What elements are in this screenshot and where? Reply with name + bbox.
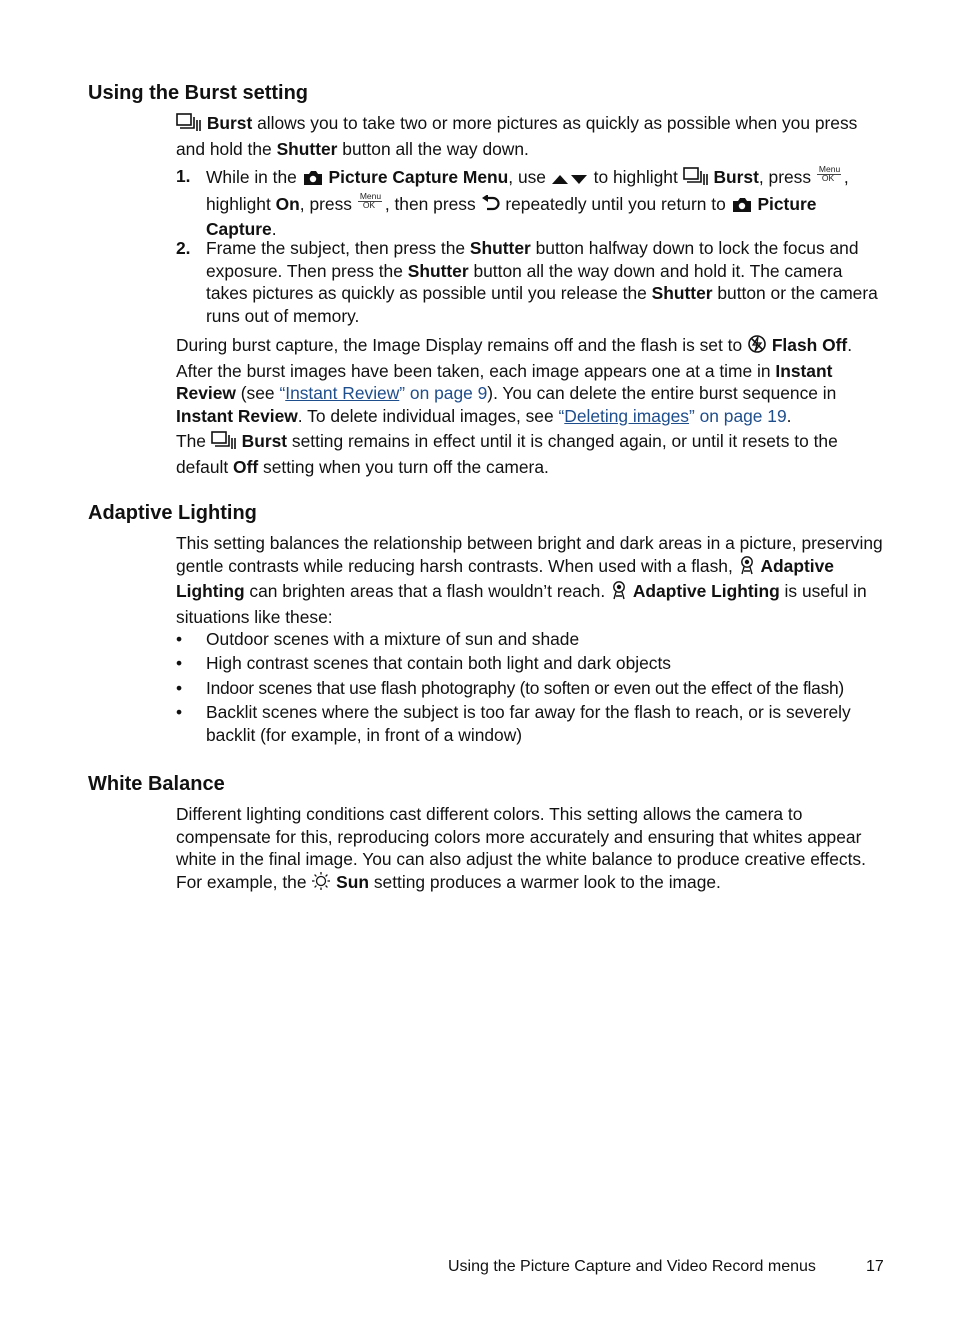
step-text: , press xyxy=(299,193,357,214)
shutter-label: Shutter xyxy=(469,238,531,258)
para-text: can brighten areas that a flash wouldn’t reach. xyxy=(244,581,611,602)
up-down-arrows-icon xyxy=(551,169,589,192)
para-text: Different lighting conditions cast different colors. This setting allows the camera to compensate for this, reproducing colors more accurately and ensuring that whites appear white in the final image. You can also adjust the white balance to produce creative effects. For example, the xyxy=(176,804,866,892)
adaptive-lighting-icon xyxy=(610,580,628,606)
bullet: • xyxy=(176,678,183,698)
burst-icon xyxy=(211,430,237,456)
burst-label: Burst xyxy=(206,113,253,133)
burst-icon xyxy=(176,112,202,138)
white-balance-para xyxy=(176,803,888,896)
menu-ok-ok-text: OK xyxy=(821,173,835,183)
deleting-images-link[interactable] xyxy=(558,406,786,426)
shutter-label: Shutter xyxy=(276,138,338,159)
para-text: is useful in situations like these: xyxy=(176,581,867,627)
burst-intro-text-end: button all the way down. xyxy=(337,138,529,159)
step-text: repeatedly until you return to xyxy=(500,193,731,214)
step-text: While in the xyxy=(206,167,302,187)
step-2 xyxy=(176,237,888,327)
para-text: (see xyxy=(235,383,280,404)
camera-icon xyxy=(731,196,753,219)
step-text: to highlight xyxy=(588,167,683,187)
instant-review-label: Instant Review xyxy=(176,405,298,426)
list-item-text: High contrast scenes that contain both light and dark objects xyxy=(206,653,671,673)
sun-label: Sun xyxy=(336,871,370,892)
para-text: . xyxy=(786,405,792,426)
menu-ok-icon xyxy=(816,165,844,185)
instant-review-label: Instant Review xyxy=(176,360,833,404)
adaptive-para xyxy=(176,532,888,628)
menu-ok-ok-text: OK xyxy=(362,199,376,210)
footer-section-title: Using the Picture Capture and Video Record menus xyxy=(448,1258,816,1275)
burst-para-3 xyxy=(176,430,888,478)
burst-para-2 xyxy=(176,334,888,427)
menu-ok-menu-text: Menu xyxy=(359,190,382,201)
back-arrow-icon xyxy=(481,195,501,219)
step-text: Frame the subject, then press the xyxy=(206,238,470,258)
para-text: This setting balances the relationship between bright and dark areas in a picture, preserving gentle contrasts while reducing harsh contrasts. When used with a flash, xyxy=(176,533,883,576)
step-number: 2. xyxy=(176,238,191,258)
step-text: , xyxy=(843,167,849,187)
bullet: • xyxy=(176,629,183,649)
page-number: 17 xyxy=(866,1258,884,1275)
para-text: The xyxy=(176,431,211,451)
para-text: . After the burst images have been taken, each image appears one at a time in xyxy=(176,335,853,381)
step-text: , then press xyxy=(384,193,481,214)
list-item-text: Backlit scenes where the subject is too far away for the flash to reach, or is severely backlit (for example, in front of a window) xyxy=(206,702,851,745)
burst-intro xyxy=(176,112,888,160)
para-text: During burst capture, the Image Display remains off and the flash is set to xyxy=(176,335,747,355)
burst-intro-text: allows you to take two or more pictures as quickly as possible when you press and hold the xyxy=(176,113,858,159)
link-text: Instant Review xyxy=(285,383,400,404)
step-text: , press xyxy=(758,167,816,187)
adaptive-lighting-label: Adaptive Lighting xyxy=(632,581,780,602)
adaptive-lighting-label: Adaptive Lighting xyxy=(176,555,834,602)
step-text: button all the way down and hold it. The camera takes pictures as quickly as possible until you release the xyxy=(206,260,843,304)
bullet: • xyxy=(176,653,183,673)
step-text: button or the camera runs out of memory. xyxy=(206,283,878,326)
step-text: . xyxy=(271,219,277,240)
list-item xyxy=(176,677,888,700)
shutter-label: Shutter xyxy=(651,283,713,304)
step-1 xyxy=(176,165,888,241)
burst-label: Burst xyxy=(241,431,288,451)
step-number: 1. xyxy=(176,166,191,186)
link-page-ref: ” on page 9 xyxy=(399,383,488,404)
list-item xyxy=(176,701,888,746)
list-item xyxy=(176,652,888,675)
step-text: , use xyxy=(508,167,551,187)
para-text: ). You can delete the entire burst sequence in xyxy=(487,383,837,404)
menu-ok-menu-text: Menu xyxy=(818,164,841,174)
section-heading-burst: Using the Burst setting xyxy=(88,82,309,104)
link-quote: “ xyxy=(558,405,565,426)
bullet: • xyxy=(176,702,183,722)
menu-ok-icon xyxy=(357,192,385,212)
camera-icon xyxy=(302,169,324,192)
link-quote: “ xyxy=(279,383,286,404)
para-text: setting remains in effect until it is changed again, or until it resets to the default xyxy=(176,431,838,477)
list-item-text: Indoor scenes that use flash photography (to soften or even out the effect of the flash) xyxy=(206,678,844,698)
link-text: Deleting images xyxy=(564,405,689,426)
step-text: highlight xyxy=(206,193,276,214)
flash-off-label: Flash Off xyxy=(771,335,848,355)
section-heading-white-balance: White Balance xyxy=(88,773,225,795)
burst-label: Burst xyxy=(713,167,759,187)
link-page-ref: ” on page 19 xyxy=(688,405,787,426)
adaptive-lighting-icon xyxy=(738,555,756,581)
on-label: On xyxy=(275,193,300,214)
instant-review-link[interactable] xyxy=(279,383,487,403)
sun-icon xyxy=(311,871,331,897)
list-item-text: Outdoor scenes with a mixture of sun and shade xyxy=(206,629,580,649)
burst-icon xyxy=(683,166,709,192)
off-label: Off xyxy=(233,456,259,477)
para-text: setting when you turn off the camera. xyxy=(258,456,549,477)
picture-capture-menu-label: Picture Capture Menu xyxy=(328,167,509,187)
section-heading-adaptive-lighting: Adaptive Lighting xyxy=(88,502,257,524)
flash-off-icon xyxy=(747,334,767,360)
step-text: button halfway down to lock the focus and exposure. Then press the xyxy=(206,238,859,281)
list-item xyxy=(176,628,888,651)
picture-capture-label: Picture Capture xyxy=(206,193,817,240)
para-text: . To delete individual images, see xyxy=(297,405,559,426)
shutter-label: Shutter xyxy=(407,260,469,281)
para-text: setting produces a warmer look to the image. xyxy=(369,871,721,892)
